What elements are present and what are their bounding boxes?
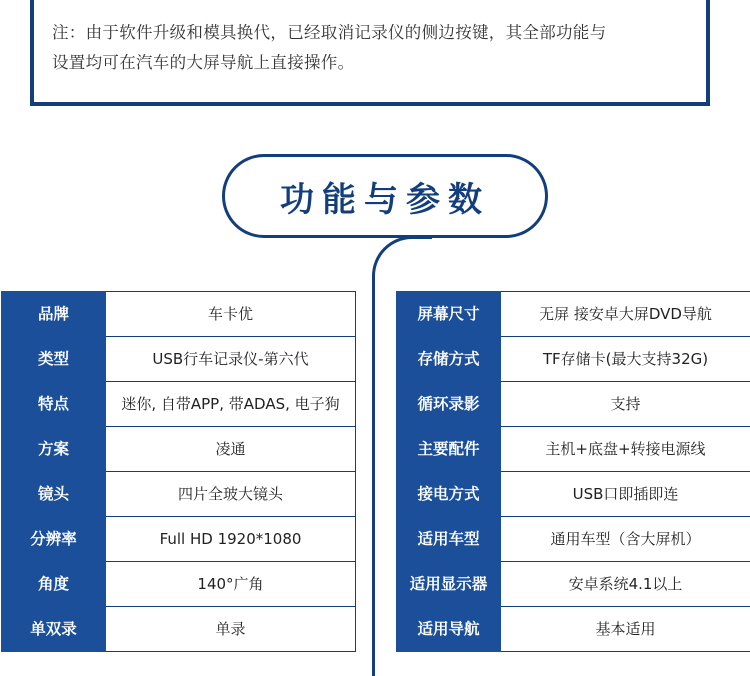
note-box	[30, 0, 710, 106]
spec-value: 基本适用	[501, 607, 750, 652]
spec-row	[397, 562, 750, 607]
spec-label: 镜头	[2, 472, 106, 517]
spec-value: Full HD 1920*1080	[106, 517, 356, 562]
spec-label: 存储方式	[397, 337, 501, 382]
spec-value: 迷你, 自带APP, 带ADAS, 电子狗	[106, 382, 356, 427]
spec-row	[2, 517, 356, 562]
spec-label: 单双录	[2, 607, 106, 652]
spec-row	[2, 562, 356, 607]
note-text	[52, 18, 692, 78]
spec-label: 适用导航	[397, 607, 501, 652]
spec-value: 四片全玻大镜头	[106, 472, 356, 517]
spec-value: 凌通	[106, 427, 356, 472]
note-line-2: 设置均可在汽车的大屏导航上直接操作。	[52, 48, 692, 78]
spec-label: 适用显示器	[397, 562, 501, 607]
spec-value: 通用车型（含大屏机）	[501, 517, 750, 562]
spec-label: 分辨率	[2, 517, 106, 562]
spec-row	[2, 427, 356, 472]
spec-value: 无屏 接安卓大屏DVD导航	[501, 292, 750, 337]
spec-label: 特点	[2, 382, 106, 427]
spec-row	[397, 517, 750, 562]
spec-label: 循环录影	[397, 382, 501, 427]
spec-value: USB行车记录仪-第六代	[106, 337, 356, 382]
spec-label: 适用车型	[397, 517, 501, 562]
spec-row	[397, 607, 750, 652]
spec-label: 屏幕尺寸	[397, 292, 501, 337]
spec-label: 角度	[2, 562, 106, 607]
spec-label: 品牌	[2, 292, 106, 337]
spec-row	[397, 427, 750, 472]
note-line-1: 注：由于软件升级和模具换代，已经取消记录仪的侧边按键，其全部功能与	[52, 18, 692, 48]
spec-row	[2, 472, 356, 517]
spec-row	[2, 382, 356, 427]
spec-table-left	[1, 291, 356, 652]
spec-row	[397, 292, 750, 337]
spec-row	[397, 382, 750, 427]
spec-value: 安卓系统4.1以上	[501, 562, 750, 607]
section-title: 功能与参数	[225, 157, 545, 235]
spec-table-right	[396, 291, 750, 652]
spec-value: 单录	[106, 607, 356, 652]
spec-label: 类型	[2, 337, 106, 382]
spec-value: TF存储卡(最大支持32G)	[501, 337, 750, 382]
spec-value: 支持	[501, 382, 750, 427]
spec-label: 主要配件	[397, 427, 501, 472]
spec-value: 140°广角	[106, 562, 356, 607]
spec-row	[2, 292, 356, 337]
section-title-badge	[222, 154, 548, 238]
spec-value: USB口即插即连	[501, 472, 750, 517]
spec-row	[2, 607, 356, 652]
spec-value: 车卡优	[106, 292, 356, 337]
spec-label: 方案	[2, 427, 106, 472]
spec-row	[397, 337, 750, 382]
spec-row	[2, 337, 356, 382]
spec-value: 主机+底盘+转接电源线	[501, 427, 750, 472]
spec-label: 接电方式	[397, 472, 501, 517]
spec-row	[397, 472, 750, 517]
